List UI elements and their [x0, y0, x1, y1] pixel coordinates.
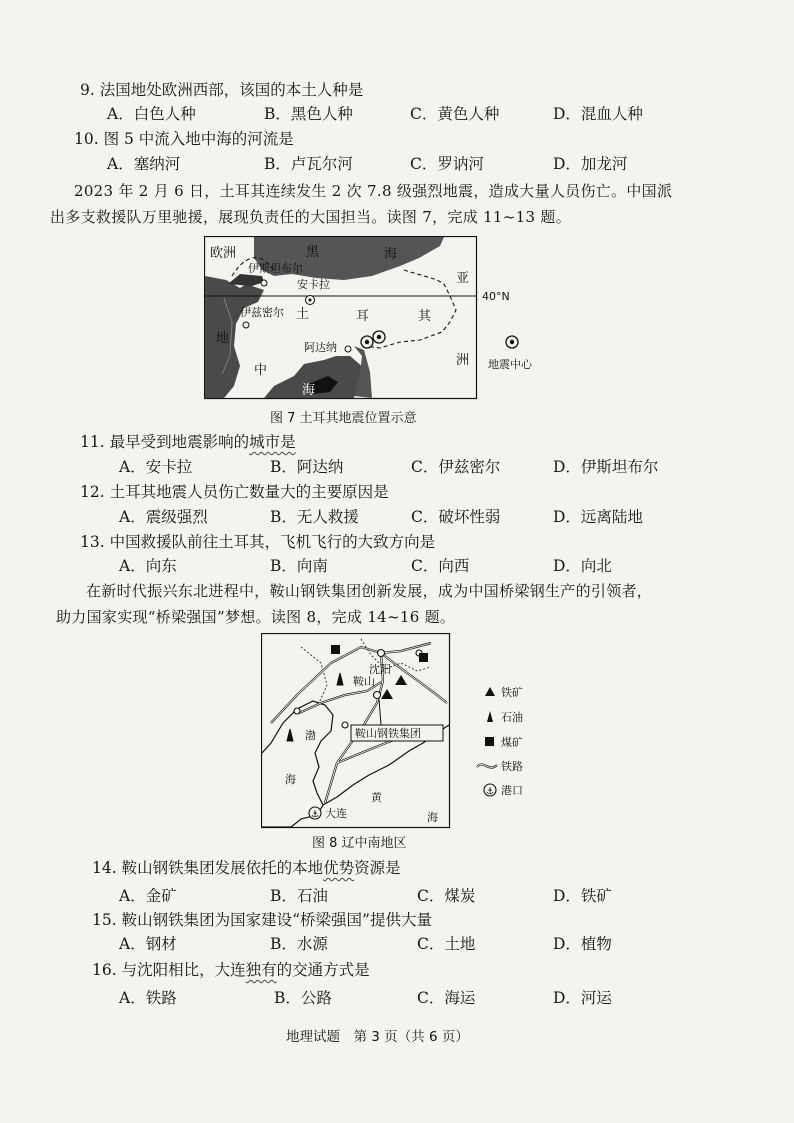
question-10	[74, 127, 294, 149]
question-emphasis: 独有	[245, 961, 277, 979]
question-number: 16.	[92, 961, 117, 979]
legend-iron-ore-icon	[485, 687, 495, 696]
question-number: 9.	[80, 81, 95, 99]
option-10c[interactable]: C．罗讷河	[410, 155, 484, 173]
question-text: 的交通方式是	[276, 961, 370, 979]
question-number: 15.	[92, 911, 117, 929]
option-15d[interactable]: D．植物	[553, 935, 612, 953]
label-di: 地	[216, 331, 230, 346]
question-13	[80, 530, 435, 552]
option-9c[interactable]: C．黄色人种	[410, 105, 500, 123]
intro-paragraph-1-line-1: 2023 年 2 月 6 日，土耳其连续发生 2 次 7.8 级强烈地震，造成大量人员伤亡。中国派	[74, 182, 673, 200]
legend-railway-icon	[477, 764, 497, 767]
label-huang: 黄	[371, 791, 382, 804]
question-text: 与沈阳相比，大连	[121, 961, 246, 979]
option-13a[interactable]: A．向东	[119, 557, 177, 575]
option-14d[interactable]: D．铁矿	[553, 887, 612, 905]
label-hai2: 海	[427, 811, 438, 824]
label-tu: 土	[296, 307, 310, 322]
legend-oil: 石油	[501, 711, 523, 724]
question-text: 土耳其地震人员伤亡数量大的主要原因是	[109, 483, 389, 501]
option-16d[interactable]: D．河运	[553, 989, 612, 1007]
page-footer: 地理试题 第 3 页（共 6 页）	[286, 1029, 469, 1045]
option-11d[interactable]: D．伊斯坦布尔	[553, 458, 659, 476]
label-hai: 海	[285, 773, 296, 786]
option-11a[interactable]: A．安卡拉	[119, 458, 193, 476]
option-15a[interactable]: A．钢材	[119, 935, 177, 953]
question-number: 10.	[74, 130, 99, 148]
question-16	[92, 958, 370, 980]
label-bo: 渤	[305, 729, 316, 742]
label-izmir: 伊兹密尔	[240, 306, 284, 319]
option-16a[interactable]: A．铁路	[119, 989, 177, 1007]
figure-7-caption: 图 7 土耳其地震位置示意	[270, 411, 417, 426]
label-shenyang: 沈阳	[369, 663, 391, 676]
legend-oil-icon	[487, 711, 493, 722]
question-14	[92, 856, 401, 878]
label-zhong: 中	[254, 363, 268, 378]
question-text: 图 5 中流入地中海的河流是	[103, 130, 294, 148]
option-9a[interactable]: A．白色人种	[107, 105, 196, 123]
legend-iron-ore: 铁矿	[501, 686, 523, 699]
question-text: 资源是	[354, 859, 401, 877]
svg-text:⚓: ⚓	[486, 787, 495, 797]
question-12	[80, 480, 389, 502]
option-12c[interactable]: C．破坏性弱	[411, 508, 501, 526]
option-9b[interactable]: B．黑色人种	[264, 105, 353, 123]
label-dalian: 大连	[325, 807, 347, 820]
figure-7-map	[204, 236, 550, 400]
question-number: 12.	[80, 483, 105, 501]
label-zhou: 洲	[456, 353, 470, 368]
shenyang-marker	[378, 650, 385, 657]
option-9d[interactable]: D．混血人种	[553, 105, 643, 123]
question-emphasis: 城市是	[249, 433, 296, 451]
svg-text:⚓: ⚓	[311, 810, 320, 820]
option-12d[interactable]: D．远离陆地	[553, 508, 643, 526]
question-text: 最早受到地震影响的	[109, 433, 250, 451]
option-16b[interactable]: B．公路	[274, 989, 332, 1007]
option-15b[interactable]: B．水源	[270, 935, 328, 953]
option-13c[interactable]: C．向西	[411, 557, 470, 575]
option-12b[interactable]: B．无人救援	[270, 508, 359, 526]
option-10d[interactable]: D．加龙河	[553, 155, 628, 173]
question-number: 14.	[92, 859, 117, 877]
option-11c[interactable]: C．伊兹密尔	[411, 458, 501, 476]
legend-earthquake-center-icon	[506, 336, 518, 348]
legend-port-icon	[484, 784, 496, 797]
option-14b[interactable]: B．石油	[270, 887, 328, 905]
option-16c[interactable]: C．海运	[417, 989, 476, 1007]
label-qi: 其	[418, 309, 432, 324]
legend-railway: 铁路	[501, 760, 523, 773]
question-9	[80, 78, 363, 100]
intro-paragraph-1-line-2: 出多支救援队万里驰援，展现负责任的大国担当。读图 7，完成 11~13 题。	[50, 208, 571, 226]
adana-marker	[345, 346, 351, 352]
question-text: 法国地处欧洲西部，该国的本土人种是	[99, 81, 364, 99]
option-10b[interactable]: B．卢瓦尔河	[264, 155, 353, 173]
legend-earthquake-label: 地震中心	[488, 358, 532, 371]
label-sea: 海	[384, 247, 398, 262]
label-europe: 欧洲	[210, 246, 237, 261]
option-13d[interactable]: D．向北	[553, 557, 612, 575]
label-black: 黑	[306, 245, 320, 260]
question-text: 鞍山钢铁集团发展依托的本地	[121, 859, 324, 877]
figure-8-caption: 图 8 辽中南地区	[312, 836, 407, 851]
question-emphasis: 优势	[323, 859, 355, 877]
question-text: 中国救援队前往土耳其，飞机飞行的大致方向是	[109, 533, 436, 551]
legend-coal: 煤矿	[501, 736, 523, 749]
option-10a[interactable]: A．塞纳河	[107, 155, 181, 173]
option-14c[interactable]: C．煤炭	[417, 887, 476, 905]
label-istanbul: 伊斯坦布尔	[248, 262, 303, 275]
label-latitude: 40°N	[482, 290, 510, 303]
question-number: 11.	[80, 433, 105, 451]
intro-paragraph-2-line-2: 助力国家实现“桥梁强国”梦想。读图 8，完成 14~16 题。	[56, 608, 456, 626]
anshan-marker	[374, 692, 381, 699]
label-anshan-steel: 鞍山钢铁集团	[355, 727, 421, 740]
option-11b[interactable]: B．阿达纳	[270, 458, 344, 476]
coal-icon	[419, 653, 428, 662]
question-15	[92, 908, 432, 930]
label-ya: 亚	[456, 271, 470, 286]
option-12a[interactable]: A．震级强烈	[119, 508, 208, 526]
coal-icon	[331, 645, 340, 654]
question-text: 鞍山钢铁集团为国家建设“桥梁强国”提供大量	[121, 911, 432, 929]
question-number: 13.	[80, 533, 105, 551]
question-11	[80, 430, 296, 452]
legend-coal-icon	[485, 737, 494, 746]
figure-8-map	[261, 633, 539, 829]
label-ankara: 安卡拉	[297, 278, 330, 291]
label-adana: 阿达纳	[304, 341, 337, 354]
izmir-marker	[243, 322, 249, 328]
label-er: 耳	[356, 309, 370, 324]
legend-port: 港口	[501, 784, 523, 797]
label-anshan: 鞍山	[353, 675, 375, 688]
option-14a[interactable]: A．金矿	[119, 887, 177, 905]
intro-paragraph-2-line-1: 在新时代振兴东北进程中，鞍山钢铁集团创新发展，成为中国桥梁钢生产的引领者，	[86, 582, 653, 600]
label-hai: 海	[302, 383, 316, 398]
option-15c[interactable]: C．土地	[417, 935, 476, 953]
option-13b[interactable]: B．向南	[270, 557, 328, 575]
